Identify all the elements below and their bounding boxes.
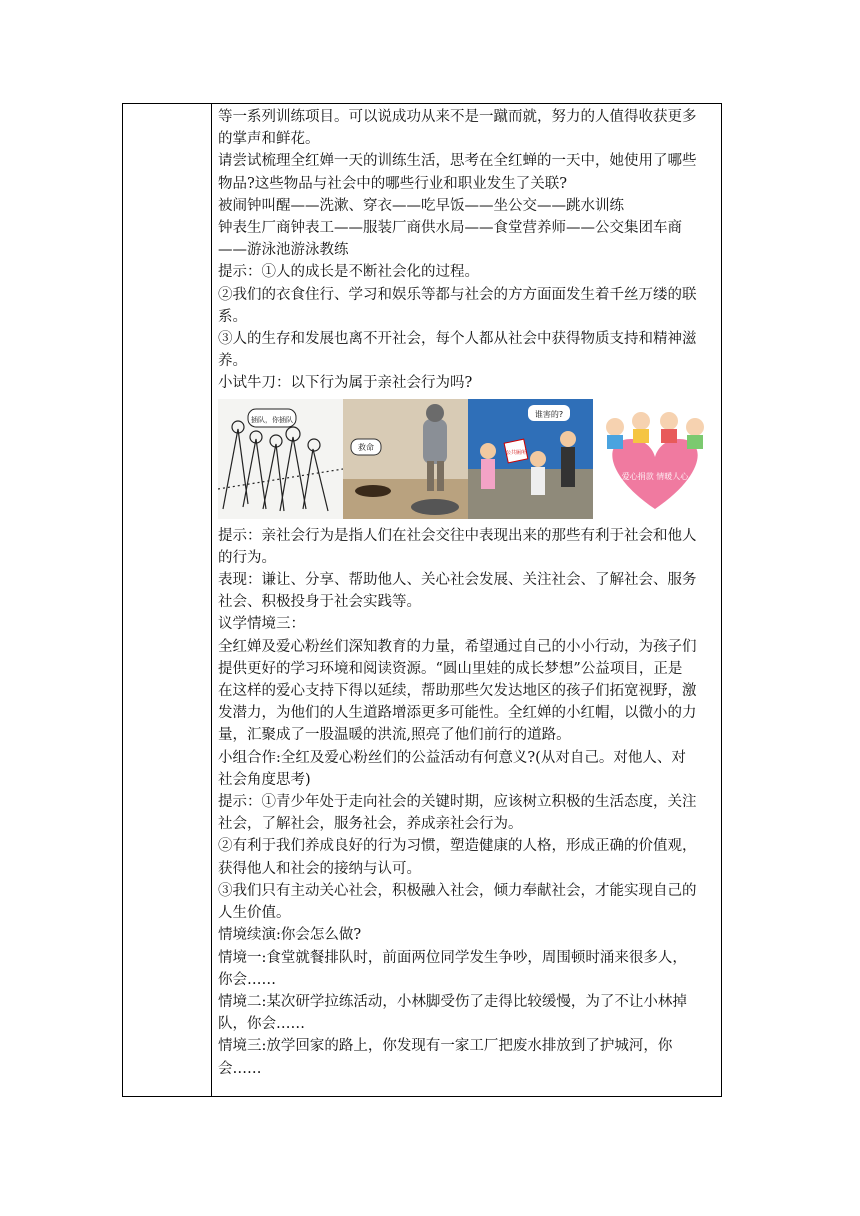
img4-text: 爱心捐款 情暖人心 (621, 471, 689, 481)
text-line: 的掌声和鲜花。 (218, 131, 320, 148)
text-line: 物品?这些物品与社会中的哪些行业和职业发生了关联? (218, 175, 568, 192)
img2-bubble-text: 救命 (358, 442, 374, 452)
text-line: 提示：①人的成长是不断社会化的过程。 (218, 264, 479, 281)
text-line: 全红婵及爱心粉丝们深知教育的力量，希望通过自己的小小行动，为孩子们 (218, 638, 697, 655)
img3-title-text: 谁害的? (534, 409, 564, 419)
public-toilet-cartoon (468, 399, 593, 519)
text-line: 养。 (218, 353, 247, 370)
text-line: 获得他人和社会的接纳与认可。 (218, 860, 421, 877)
text-line: 社会、积极投身于社会实践等。 (218, 594, 421, 611)
text-line: 小试牛刀：以下行为属于亲社会行为吗? (218, 375, 473, 392)
text-line: 你会…… (218, 971, 276, 988)
column-divider (211, 104, 212, 1096)
document-table (122, 103, 722, 1097)
text-line: 议学情境三： (218, 616, 305, 633)
text-line: 队，你会…… (218, 1016, 305, 1033)
text-line: 系。 (218, 308, 247, 325)
charity-heart-illustration (593, 399, 718, 519)
text-line: ②我们的衣食住行、学习和娱乐等都与社会的方方面面发生着千丝万缕的联 (218, 286, 697, 303)
text-block-1 (218, 106, 718, 395)
content-cell (218, 106, 718, 1080)
text-line: 社会角度思考) (218, 771, 311, 788)
text-line: 被闹钟叫醒——洗漱、穿衣——吃早饭——坐公交——跳水训练 (218, 197, 624, 214)
line-cutting-illustration (218, 399, 343, 519)
text-line: ③我们只有主动关心社会，积极融入社会，倾力奉献社会，才能实现自己的 (218, 882, 697, 899)
text-line: 的行为。 (218, 549, 276, 566)
text-line: 情境续演:你会怎么做? (218, 927, 362, 944)
text-line: 情境三:放学回家的路上，你发现有一家工厂把废水排放到了护城河，你 (218, 1038, 673, 1055)
phone-manhole-illustration (343, 399, 468, 519)
text-line: 等一系列训练项目。可以说成功从来不是一蹴而就，努力的人值得收获更多 (218, 109, 697, 125)
text-line: ②有利于我们养成良好的行为习惯，塑造健康的人格，形成正确的价值观， (218, 838, 697, 855)
text-line: 提供更好的学习环境和阅读资源。“圆山里娃的成长梦想”公益项目，正是 (218, 660, 683, 677)
img1-bubble-text: 插队，你插队 (251, 415, 293, 424)
text-line: 情境二:某次研学拉练活动，小林脚受伤了走得比较缓慢，为了不让小林掉 (218, 993, 687, 1010)
text-line: 钟表生厂商钟表工——服装厂商供水局——食堂营养师——公交集团车商 (218, 220, 682, 237)
text-line: 请尝试梳理全红婵一天的训练生活，思考在全红蝉的一天中，她使用了哪些 (218, 153, 697, 170)
text-line: 人生价值。 (218, 905, 291, 922)
text-line: 情境一:食堂就餐排队时，前面两位同学发生争吵，周围顿时涌来很多人， (218, 949, 687, 966)
text-line: 表现：谦让、分享、帮助他人、关心社会发展、关注社会、了解社会、服务 (218, 572, 697, 589)
text-line: 在这样的爱心支持下得以延续，帮助那些欠发达地区的孩子们拓宽视野，激 (218, 683, 697, 700)
text-line: 提示：①青少年处于走向社会的关键时期，应该树立积极的生活态度，关注 (218, 794, 697, 811)
text-line: 社会，了解社会，服务社会，养成亲社会行为。 (218, 816, 523, 833)
image-strip (218, 399, 718, 519)
text-line: 发潜力，为他们的人生道路增添更多可能性。全红婵的小红帽，以微小的力 (218, 705, 697, 722)
text-block-2 (218, 525, 718, 1080)
text-line: 提示：亲社会行为是指人们在社会交往中表现出来的那些有利于社会和他人 (218, 527, 697, 544)
text-line: ③人的生存和发展也离不开社会，每个人都从社会中获得物质支持和精神滋 (218, 331, 697, 348)
text-line: 小组合作:全红及爱心粉丝们的公益活动有何意义?(从对自己。对他人、对 (218, 749, 686, 766)
text-line: 会…… (218, 1060, 262, 1077)
img3-sign-text: 公共厕所 (505, 449, 527, 456)
text-line: ——游泳池游泳教练 (218, 242, 349, 259)
text-line: 量，汇聚成了一股温暖的洪流,照亮了他们前行的道路。 (218, 727, 571, 744)
